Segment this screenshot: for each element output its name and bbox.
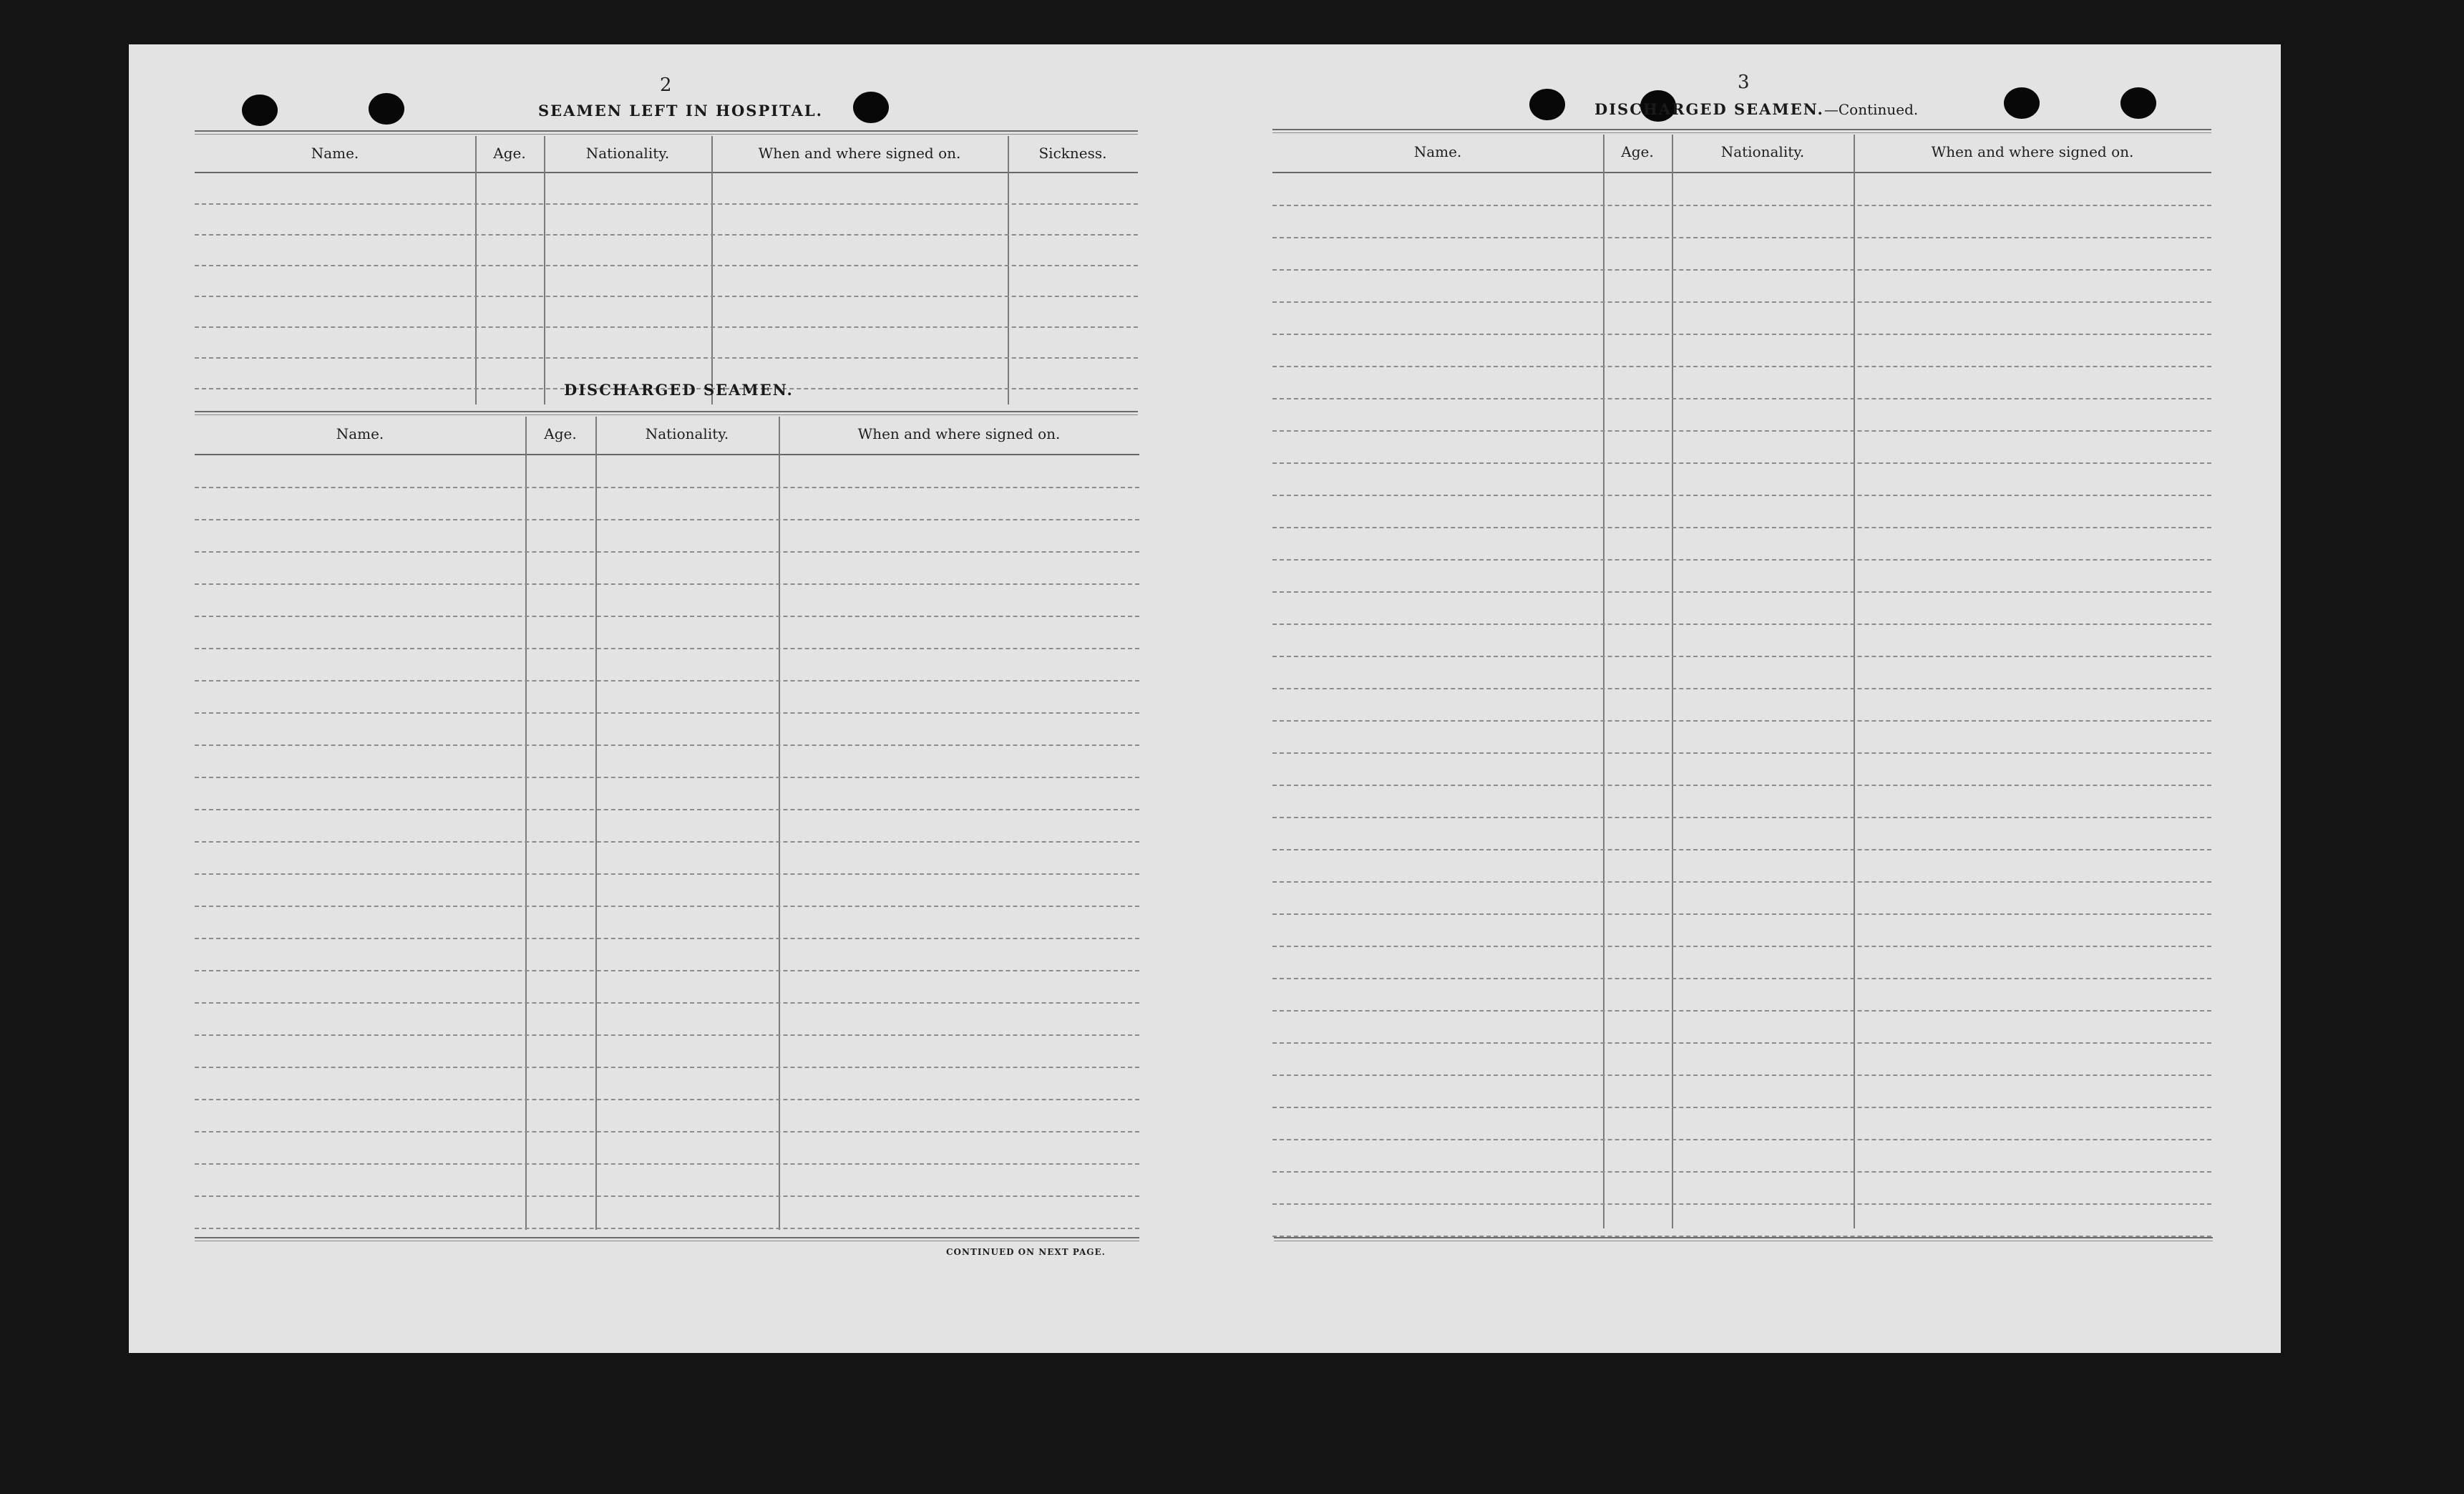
- discharged-continued-table: [1272, 143, 2211, 1240]
- header-rule: [195, 454, 1139, 455]
- blank-rows: [1272, 174, 2211, 1237]
- column-header-nationality: Nationality.: [585, 145, 670, 162]
- punch-hole: [242, 94, 278, 126]
- column-header-age: Age.: [1621, 143, 1654, 160]
- blank-rows: [195, 456, 1139, 1229]
- hospital-section-title: SEAMEN LEFT IN HOSPITAL.: [538, 102, 823, 120]
- rule: [195, 1237, 1139, 1238]
- punch-hole: [369, 93, 404, 125]
- punch-hole: [2120, 87, 2156, 119]
- header-rule: [1272, 172, 2211, 173]
- rule: [195, 411, 1138, 412]
- column-header-sickness: Sickness.: [1038, 145, 1107, 162]
- column-header-signed-on: When and where signed on.: [758, 145, 961, 162]
- punch-hole: [853, 92, 889, 123]
- discharged-table: [195, 425, 1139, 1240]
- hospital-table: [195, 145, 1138, 413]
- punch-hole: [2004, 87, 2040, 119]
- discharged-section-title: DISCHARGED SEAMEN.: [564, 381, 794, 399]
- column-header-age: Age.: [544, 425, 577, 442]
- continued-footer: CONTINUED ON NEXT PAGE.: [946, 1247, 1106, 1257]
- rule: [195, 130, 1138, 132]
- column-header-age: Age.: [493, 145, 526, 162]
- column-header-name: Name.: [336, 425, 384, 442]
- rule: [1272, 129, 2211, 130]
- discharged-continued-title-text: DISCHARGED SEAMEN.: [1594, 100, 1824, 118]
- column-header-name: Name.: [1413, 143, 1462, 160]
- blank-rows: [195, 174, 1138, 389]
- punch-hole: [1529, 89, 1565, 120]
- rule: [1274, 1237, 2213, 1238]
- column-header-nationality: Nationality.: [1720, 143, 1805, 160]
- column-header-signed-on: When and where signed on.: [1931, 143, 2134, 160]
- continued-suffix: —Continued.: [1823, 101, 1919, 118]
- column-header-signed-on: When and where signed on.: [857, 425, 1061, 442]
- discharged-continued-title: [1594, 100, 1918, 118]
- column-header-nationality: Nationality.: [645, 425, 729, 442]
- ledger-spread: [129, 44, 2281, 1353]
- page-number-right: 3: [1738, 72, 1750, 93]
- column-header-name: Name.: [311, 145, 359, 162]
- page-number-left: 2: [660, 74, 672, 96]
- header-rule: [195, 172, 1138, 173]
